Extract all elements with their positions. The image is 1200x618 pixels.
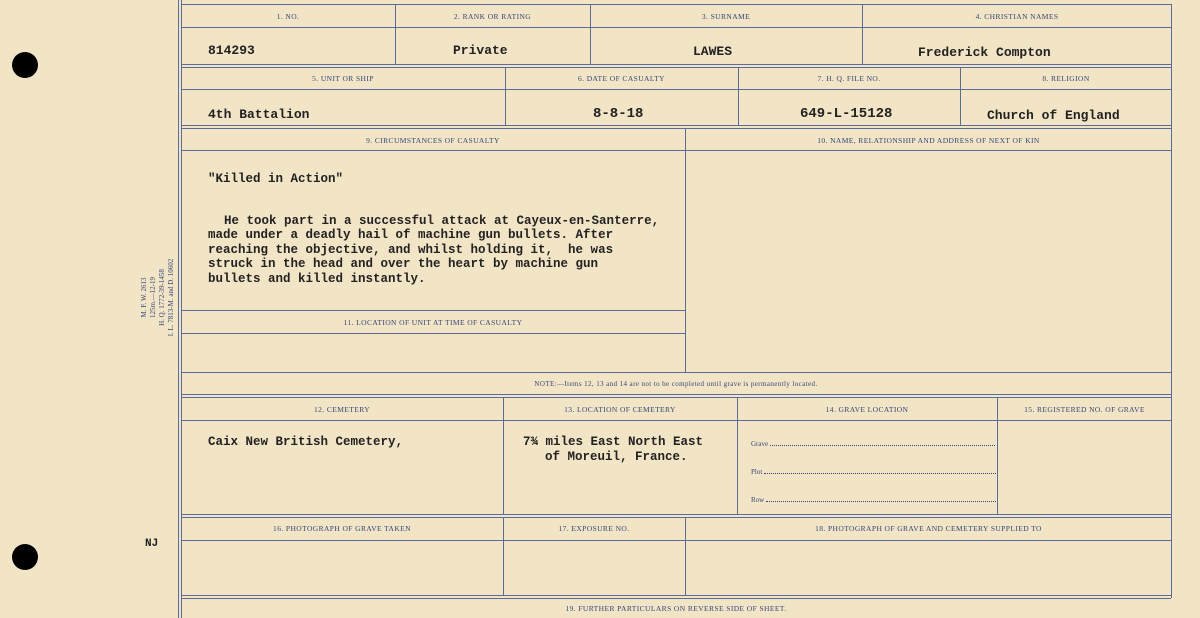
row-field [751,496,996,504]
circumstances-label: 9. CIRCUMSTANCES OF CASUALTY [366,136,500,145]
cemetery-location-line: of Moreuil, France. [545,449,688,464]
margin-line-2: 125m.—12-19 [149,276,157,319]
margin-line-3: H. Q. 1772-39-1458 [158,269,166,326]
next-of-kin-label: 10. NAME, RELATIONSHIP AND ADDRESS OF NEXT OF KIN [817,136,1040,145]
rank-label: 2. RANK OR RATING [453,12,532,21]
cemetery-value: Caix New British Cemetery, [208,435,404,449]
form-number [140,250,176,345]
date-value: 8-8-18 [593,106,644,122]
circumstances-line: reaching the objective, and whilst holding it, he was [208,242,614,257]
location-unit-label: 11. LOCATION OF UNIT AT TIME OF CASUALTY [343,318,523,327]
grave-location-label: 14. GRAVE LOCATION [825,405,909,414]
margin-line-4: I. L. 7813-M. and D. 10602 [167,258,175,337]
rank-value: Private [453,43,508,58]
registered-no-label: 15. REGISTERED NO. OF GRAVE [1024,405,1145,414]
further-particulars-label: 19. FURTHER PARTICULARS ON REVERSE SIDE OF SHEET. [565,604,787,613]
punch-hole-top [12,52,38,78]
cemetery-location-line: 7¾ miles East North East [523,435,704,449]
circumstances-quote: "Killed in Action" [208,172,344,186]
photo-taken-label: 16. PHOTOGRAPH OF GRAVE TAKEN [273,524,411,533]
punch-hole-bottom [12,544,38,570]
margin-line-1: M. F. W. 2613 [140,277,148,318]
clerk-initials: NJ [145,538,159,550]
unit-label: 5. UNIT OR SHIP [312,74,374,83]
grave-field-label: Grave [751,440,769,448]
no-label: 1. NO. [276,12,300,21]
file-label: 7. H. Q. FILE NO. [817,74,881,83]
circumstances-text [208,199,659,301]
plot-field [751,468,996,476]
service-number: 814293 [208,43,255,58]
file-value: 649-L-15128 [800,106,893,122]
circumstances-line: made under a deadly hail of machine gun bullets. After [208,228,614,242]
unit-value: 4th Battalion [208,107,310,122]
cemetery-label: 12. CEMETERY [313,405,371,414]
circumstances-line: struck in the head and over the heart by machine gun [208,257,599,271]
christian-names-label: 4. CHRISTIAN NAMES [975,12,1059,21]
margin-line [178,0,179,618]
note-text: NOTE:—Items 12, 13 and 14 are not to be completed until grave is permanently located. [534,380,818,388]
photo-supplied-label: 18. PHOTOGRAPH OF GRAVE AND CEMETERY SUPPLIED TO [815,524,1042,533]
plot-field-label: Plot [751,468,763,476]
religion-label: 8. RELIGION [1042,74,1090,83]
row-field-label: Row [751,496,765,504]
cemetery-location-value [523,435,703,464]
surname-label: 3. SURNAME [701,12,751,21]
cemetery-location-label: 13. LOCATION OF CEMETERY [564,405,676,414]
date-label: 6. DATE OF CASUALTY [578,74,665,83]
surname-value: LAWES [693,44,733,59]
grave-field [751,440,995,448]
exposure-label: 17. EXPOSURE NO. [558,524,630,533]
circumstances-line: He took part in a successful attack at Cayeux-en-Santerre, [224,213,660,228]
circumstances-line: bullets and killed instantly. [208,271,426,286]
christian-names-value: Frederick Compton [918,45,1051,60]
religion-value: Church of England [987,108,1120,123]
